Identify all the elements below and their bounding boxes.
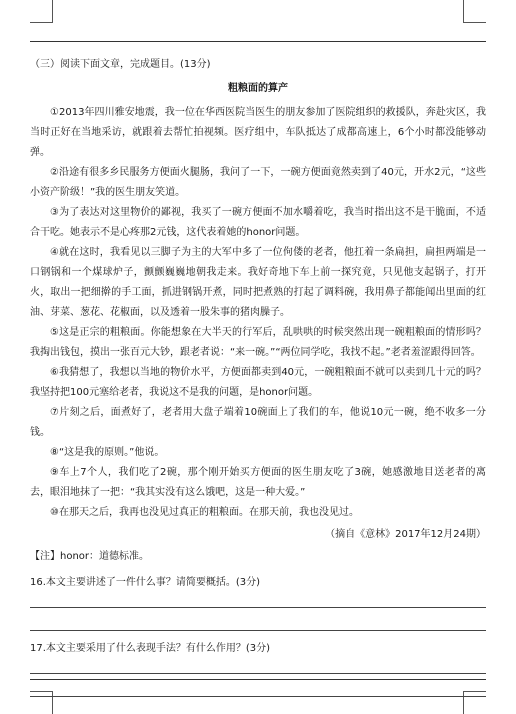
article-paragraphs — [30, 103, 486, 523]
document-body — [30, 55, 486, 705]
header-rule — [30, 41, 486, 42]
article-note: 【注】honor：道德标准。 — [30, 551, 150, 562]
answer-line[interactable] — [30, 593, 486, 608]
paragraph-10: ⑩在那天之后，我再也没见过真正的粗粮面。在那天前，我也没见过。 — [50, 507, 359, 518]
paragraph-1: ①2013年四川雅安地震，我一位在华西医院当医生的朋友参加了医院组织的救援队，奔赴灾区，我当时正好在当地采访，就跟着去帮忙拍视频。医疗组中，车队抵达了成都高速上，6个小时都没能够动弹。 — [30, 107, 486, 158]
paragraph-8: ⑧“这是我的原则。”他说。 — [50, 447, 165, 458]
paragraph-6: ⑥我猜想了，我想以当地的物价水平，方便面都卖到40元，一碗粗粮面不就可以卖到几十元的吗？我坚持把100元塞给老者，我说这不是我的问题，是honor问题。 — [30, 367, 486, 398]
paragraph-5: ⑤这是正宗的粗粮面。你能想象在大半天的行军后，乱哄哄的时候突然出现一碗粗粮面的情形吗？我掏出钱包，摸出一张百元大钞，跟老者说：“来一碗。”“两位同学吃，我找不起。”老者羞涩跟得回答。 — [30, 327, 486, 358]
article-title: 粗粮面的算产 — [228, 83, 288, 94]
paragraph-2: ②沿途有很多乡民服务方便面火腿肠，我问了一下，一碗方便面竟然卖到了40元，开水2元，“这些小资产阶级！”我的医生朋友笑道。 — [30, 167, 486, 198]
paragraph-4: ④就在这时，我看见以三脚子为主的大军中多了一位佝偻的老者，他扛着一条扁担，扁担两端是一口钢锅和一个煤球炉子，颤颤巍巍地朝我走来。我好奇地下车上前一探究竟，只见他支起锅子，打开火，取出一把细擀的手工面，抓进钢锅开煮，同时把煮熟的打起了调料碗，我用鼻子都能闻出里面的红油、芽菜、葱花、花椒面，以及透着一股朱事的猪肉臊子。 — [30, 247, 486, 318]
answer-line[interactable] — [30, 616, 486, 631]
section-heading: （三）阅读下面文章，完成题目。(13分) — [30, 59, 211, 70]
article-source: （摘自《意林》2017年12月24期） — [325, 529, 486, 540]
answer-line[interactable] — [30, 659, 486, 674]
answer-line[interactable] — [30, 682, 486, 697]
paragraph-3: ③为了表达对这里物价的鄙视，我买了一碗方便面不加水嚼着吃，我当时指出这不是干脆面，不适合干吃。她表示不是心疼那2元钱，这代表着她的honor问题。 — [30, 207, 486, 238]
crop-mark-top-right — [463, 0, 486, 23]
paragraph-7: ⑦片刻之后，面煮好了，老者用大盘子端着10碗面上了我们的车，他说10元一碗，绝不收多一分钱。 — [30, 407, 486, 438]
crop-mark-top-left — [30, 0, 53, 23]
paragraph-9: ⑨车上7个人，我们吃了2碗，那个刚开始买方便面的医生朋友吃了3碗，她感激地目送老者的离去，眼泪地抹了一把：“我其实没有这么饿吧，这是一种大爱。” — [30, 467, 486, 498]
question-17: 17.本文主要采用了什么表现手法？有什么作用？(3分) — [30, 643, 271, 654]
question-16: 16.本文主要讲述了一件什么事？请简要概括。(3分) — [30, 577, 261, 588]
